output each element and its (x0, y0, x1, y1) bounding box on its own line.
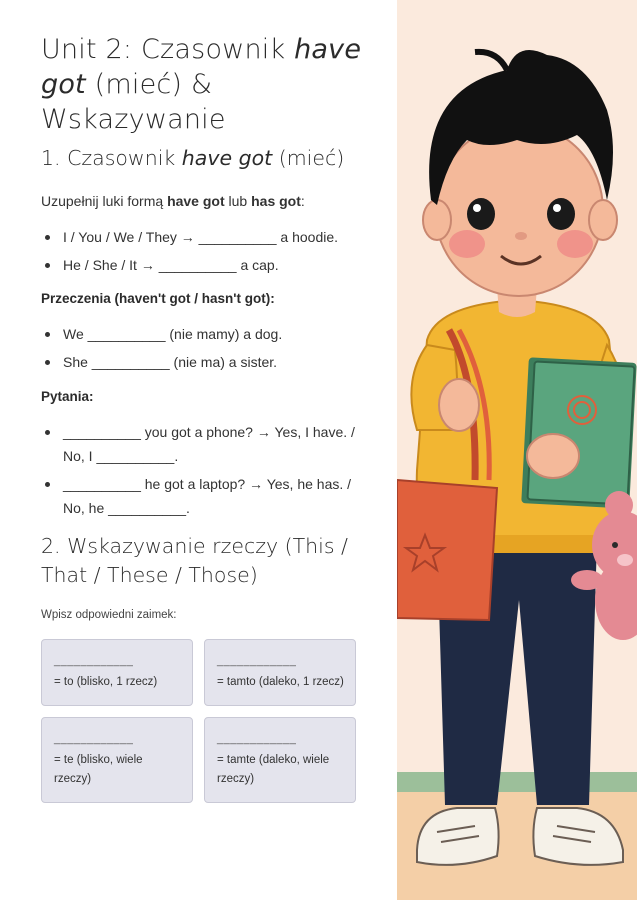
card-description: = to (blisko, 1 rzecz) (54, 676, 158, 688)
right-hand (527, 434, 579, 478)
card-description: = te (blisko, wiele rzeczy) (54, 754, 143, 785)
questions-label: Pytania: (41, 389, 94, 404)
pronoun-card-that (204, 639, 356, 706)
list-item: She __________ (nie ma) a sister. (41, 350, 366, 374)
boy-illustration (397, 0, 637, 900)
left-eye (467, 198, 495, 230)
page-title: Unit 2: Czasownik have got (mieć) & Wskazywanie (41, 34, 362, 135)
pronoun-card-this (41, 639, 193, 706)
list-item: __________ he got a laptop? → Yes, he has. / No, he __________. (41, 472, 366, 520)
green-book (521, 357, 636, 508)
face (435, 124, 603, 296)
floor-stripe (397, 772, 637, 792)
list-item: He / She / It → __________ a cap. (41, 253, 366, 277)
negatives-list (41, 322, 366, 378)
answer-blank[interactable]: ____________ (54, 655, 134, 667)
affirmative-list (41, 225, 366, 281)
answer-blank[interactable]: ____________ (54, 733, 134, 745)
answer-blank[interactable]: ____________ (217, 655, 297, 667)
pronoun-card-these (41, 717, 193, 803)
section2-heading: 2. Wskazywanie rzeczy (This / That / These / Those) (41, 534, 348, 587)
questions-list (41, 420, 366, 524)
card-description: = tamto (daleko, 1 rzecz) (217, 676, 344, 688)
section2-instruction: Wpisz odpowiedni zaimek: (41, 609, 177, 621)
list-item: __________ you got a phone? → Yes, I have. / No, I __________. (41, 420, 366, 468)
negatives-label: Przeczenia (haven't got / hasn't got): (41, 291, 275, 306)
left-hand (439, 379, 479, 431)
answer-blank[interactable]: ____________ (217, 733, 297, 745)
pronoun-card-those (204, 717, 356, 803)
section1-heading: 1. Czasownik have got (mieć) (41, 146, 345, 170)
illustration-panel (397, 0, 637, 900)
card-description: = tamte (daleko, wiele rzeczy) (217, 754, 330, 785)
right-eye (547, 198, 575, 230)
section1-instruction: Uzupełnij luki formą have got lub has got: (41, 193, 305, 209)
list-item: We __________ (nie mamy) a dog. (41, 322, 366, 346)
list-item: I / You / We / They → __________ a hoodie. (41, 225, 366, 249)
orange-bag (397, 480, 497, 620)
